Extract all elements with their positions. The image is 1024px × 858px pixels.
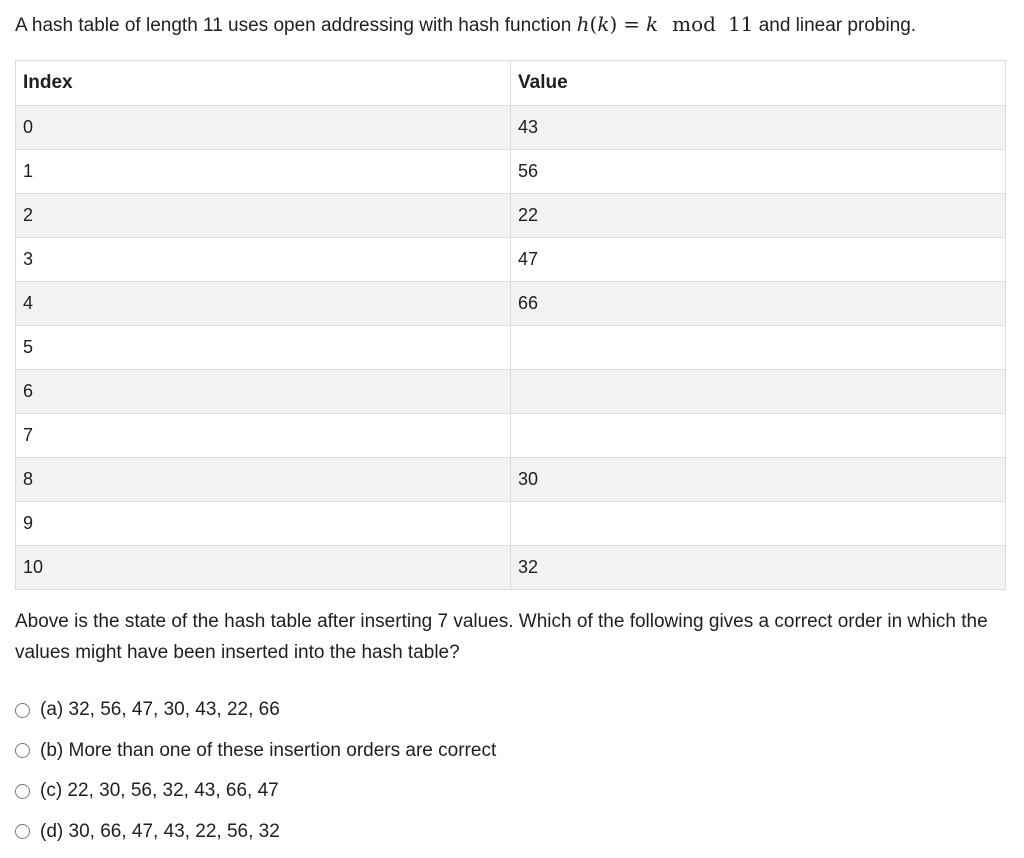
cell-value: [511, 414, 1006, 458]
option-c[interactable]: [15, 771, 496, 812]
cell-index: 8: [16, 458, 511, 502]
table-row: [16, 326, 1006, 370]
cell-index: 0: [16, 106, 511, 150]
hash-function-formula: h(k) = k mod 11: [576, 12, 754, 36]
option-label: (b) More than one of these insertion orders are correct: [40, 739, 497, 761]
table-row: [16, 106, 1006, 150]
cell-value: 30: [511, 458, 1006, 502]
problem-statement: [15, 10, 916, 40]
option-label: (d) 30, 66, 47, 43, 22, 56, 32: [40, 820, 280, 842]
table-row: [16, 194, 1006, 238]
cell-index: 6: [16, 370, 511, 414]
cell-value: [511, 326, 1006, 370]
formula-argument: k: [597, 12, 610, 36]
table-header-row: [16, 61, 1006, 106]
radio-button[interactable]: [15, 743, 30, 758]
table-row: [16, 238, 1006, 282]
option-d[interactable]: [15, 812, 496, 853]
cell-index: 4: [16, 282, 511, 326]
cell-index: 5: [16, 326, 511, 370]
table-row: [16, 414, 1006, 458]
cell-index: 10: [16, 546, 511, 590]
cell-index: 9: [16, 502, 511, 546]
cell-value: 32: [511, 546, 1006, 590]
cell-index: 3: [16, 238, 511, 282]
table-row: [16, 502, 1006, 546]
cell-value: [511, 502, 1006, 546]
formula-equals: =: [623, 12, 641, 36]
intro-text-before: A hash table of length 11 uses open addressing with hash function: [15, 15, 572, 36]
cell-value: 56: [511, 150, 1006, 194]
radio-button[interactable]: [15, 824, 30, 839]
intro-text-after: and linear probing.: [758, 15, 917, 36]
cell-value: [511, 370, 1006, 414]
table-row: [16, 150, 1006, 194]
table-body: [16, 106, 1006, 590]
hash-table: [15, 60, 1006, 590]
cell-value: 47: [511, 238, 1006, 282]
radio-button[interactable]: [15, 784, 30, 799]
formula-function-name: h: [576, 12, 590, 36]
option-b[interactable]: [15, 731, 496, 772]
column-header-value: Value: [511, 61, 1006, 106]
table-row: [16, 546, 1006, 590]
cell-value: 22: [511, 194, 1006, 238]
formula-mod: mod: [672, 12, 716, 36]
table-row: [16, 370, 1006, 414]
cell-index: 2: [16, 194, 511, 238]
option-label: (a) 32, 56, 47, 30, 43, 22, 66: [40, 699, 280, 721]
cell-index: 7: [16, 414, 511, 458]
column-header-index: Index: [16, 61, 511, 106]
radio-button[interactable]: [15, 703, 30, 718]
table-row: [16, 282, 1006, 326]
table-row: [16, 458, 1006, 502]
answer-options: [15, 690, 496, 852]
option-label: (c) 22, 30, 56, 32, 43, 66, 47: [40, 780, 279, 802]
cell-value: 66: [511, 282, 1006, 326]
formula-modulus: 11: [727, 12, 754, 36]
formula-variable: k: [646, 12, 659, 36]
cell-value: 43: [511, 106, 1006, 150]
option-a[interactable]: [15, 690, 496, 731]
question-text: Above is the state of the hash table after inserting 7 values. Which of the following gives a correct order in which the values might have been inserted into the hash table?: [15, 611, 988, 663]
cell-index: 1: [16, 150, 511, 194]
